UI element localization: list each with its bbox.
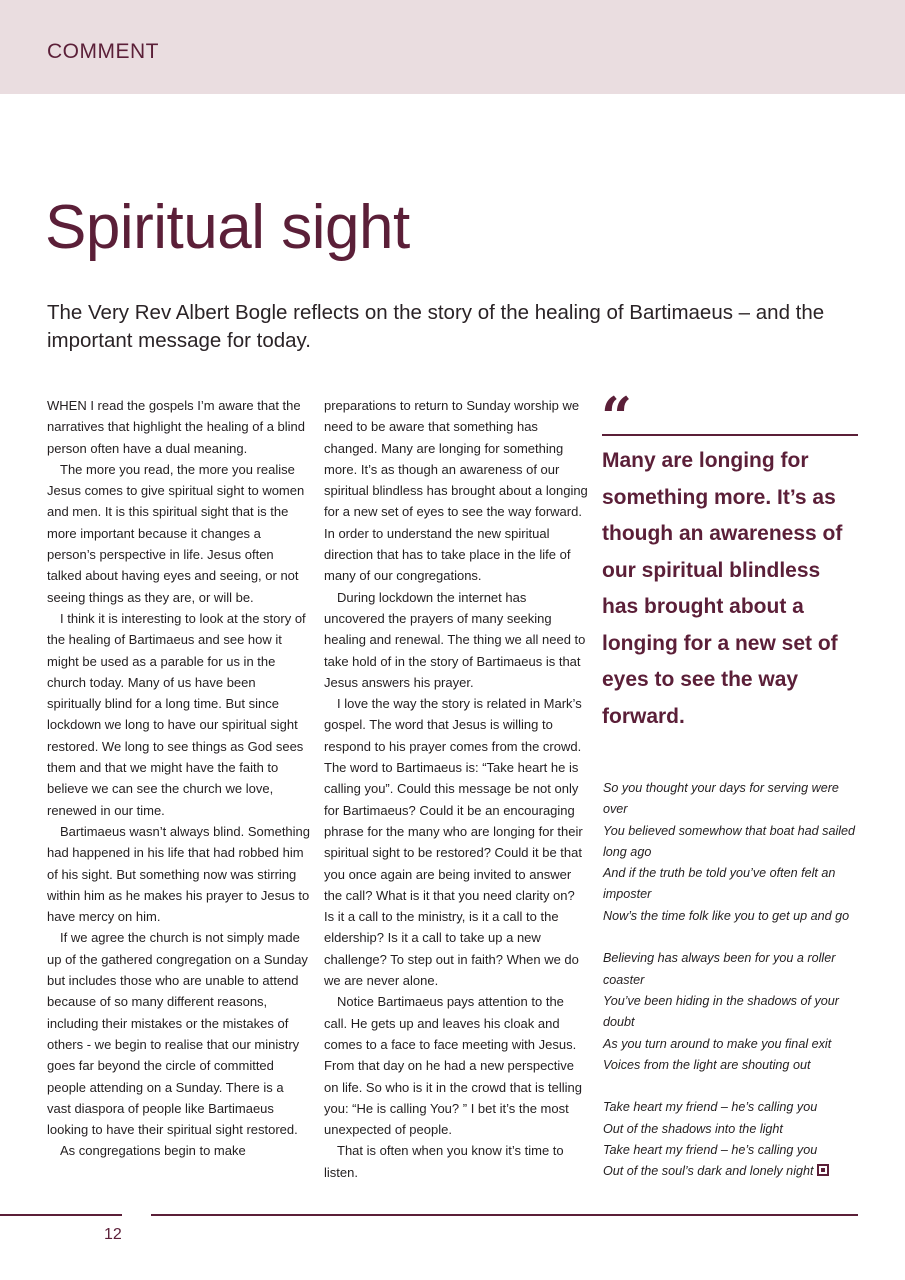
body-paragraph: WHEN I read the gospels I’m aware that the narratives that highlight the healing of a blind person often have a dual meaning. — [47, 398, 306, 456]
poem-stanza — [603, 1097, 863, 1182]
poem-line: Out of the shadows into the light — [603, 1121, 783, 1136]
poem-line-text: Out of the soul’s dark and lonely night — [603, 1164, 814, 1179]
pull-quote-rule — [602, 434, 858, 436]
poem-stanza — [603, 778, 863, 927]
body-paragraph: As congregations begin to make — [60, 1143, 246, 1159]
poem-stanza — [603, 948, 863, 1076]
footer-rule-right — [151, 1214, 858, 1216]
body-paragraph: The more you read, the more you realise Jesus comes to give spiritual sight to women and men. It is this spiritual sight that is the more important because it changes a person’s perspective in life. Jesus often talked about having eyes and seeing, or not seeing things as they are, or will be. — [47, 461, 305, 605]
poem-line: Now’s the time folk like you to get up and go — [603, 908, 850, 923]
body-paragraph: If we agree the church is not simply made up of the gathered congregation on a Sunday but includes those who are unable to attend because of so many different reasons, including their mistakes or the mistakes of others - we begin to realise that our ministry goes far beyond the circle of committed people attending on a Sunday. There is a vast diaspora of people like Bartimaeus looking to have their spiritual sight restored. — [47, 930, 308, 1138]
poem — [603, 778, 863, 1183]
poem-line: As you turn around to make you final exit — [603, 1036, 832, 1051]
article-standfirst: The Very Rev Albert Bogle reflects on the story of the healing of Bartimaeus – and the important message for today. — [47, 301, 825, 352]
poem-line: So you thought your days for serving were over — [603, 781, 839, 817]
section-label: COMMENT — [47, 40, 159, 63]
page-number: 12 — [104, 1226, 122, 1243]
body-paragraph: I love the way the story is related in Mark’s gospel. The word that Jesus is willing to respond to his prayer comes from the crowd. The word to Bartimaeus is: “Take heart he is calling you”. Could this message be not only for Bartimaeus? Could it be an encouraging phrase for the many who are longing for their spiritual sight to be restored? Could it be that you once again are being invited to answer the call? What is it that you need clarity on? Is it a call to the ministry, is it a call to the eldership? Is it a call to take up a new challenge? To step out in faith? When we do we are never alone. — [324, 696, 583, 989]
poem-line: You’ve been hiding in the shadows of your doubt — [603, 993, 839, 1030]
body-paragraph: Bartimaeus wasn’t always blind. Something had happened in his life that had robbed him of his sight. But something now was stirring within him as he makes his prayer to Jesus to have mercy on him. — [47, 823, 311, 925]
body-paragraph: That is often when you know it’s time to listen. — [324, 1143, 564, 1180]
poem-line: Believing has always been for you a roller coaster — [603, 951, 836, 987]
footer-rule-left — [0, 1214, 122, 1216]
article-title: Spiritual sight — [45, 193, 410, 262]
body-paragraph: preparations to return to Sunday worship we need to be aware that something has changed. Many are longing for something more. It’s as though an awareness of our spiritual blindless has brought about a longing for a new set of eyes to see the way forward. In order to understand the new spiritual direction that has to take place in the life of many of our congregations. — [324, 398, 588, 584]
poem-line — [603, 1161, 863, 1182]
poem-line: Take heart my friend – he’s calling you — [603, 1100, 818, 1115]
body-column-1 — [47, 395, 311, 1162]
body-paragraph: Notice Bartimaeus pays attention to the call. He gets up and leaves his cloak and comes to a face to face meeting with Jesus. From that day on he had a new perspective on life. So who is it in the crowd that is telling you: “He is calling You? ” I bet it’s the most unexpected of people. — [324, 994, 582, 1138]
body-paragraph: I think it is interesting to look at the story of the healing of Bartimaeus and see how it might be used as a parable for us in the church today. Many of us have been spiritually blind for a long time. But since lockdown we long to have our spiritual sight restored. We long to see things as God sees them and that we might have the faith to believe we can see the church we love, renewed in our time. — [47, 610, 306, 818]
poem-line: You believed somewhow that boat had sailed long ago — [603, 823, 856, 859]
quote-mark-icon: “ — [601, 390, 633, 430]
body-column-2 — [324, 395, 588, 1183]
body-paragraph: During lockdown the internet has uncovered the prayers of many seeking healing and renewal. The thing we all need to take hold of in the story of Bartimaeus is that Jesus answers his prayer. — [324, 589, 586, 690]
poem-line: Take heart my friend – he’s calling you — [603, 1143, 818, 1158]
pull-quote: Many are longing for something more. It’s as though an awareness of our spiritual blindless has brought about a longing for a new set of eyes to see the way forward. — [602, 449, 843, 728]
end-of-article-icon — [817, 1164, 829, 1176]
poem-line: Voices from the light are shouting out — [603, 1057, 811, 1072]
poem-line: And if the truth be told you’ve often felt an imposter — [603, 866, 836, 902]
